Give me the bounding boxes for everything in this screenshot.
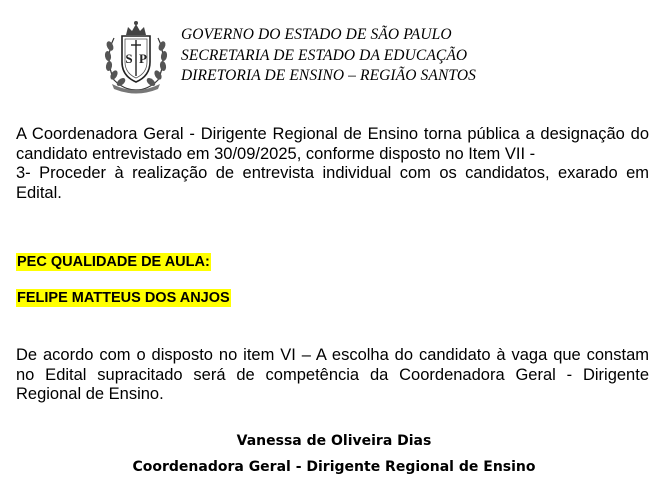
designation-paragraph: [16, 125, 649, 203]
letterhead-line-government: GOVERNO DO ESTADO DE SÃO PAULO: [181, 26, 452, 43]
letterhead-line-directorate: DIRETORIA DE ENSINO – REGIÃO SANTOS: [181, 67, 476, 84]
letterhead-line-secretariat: SECRETARIA DE ESTADO DA EDUCAÇÃO: [181, 46, 468, 64]
choice-paragraph: De acordo com o disposto no item VI – A escolha do candidato à vaga que constam no Edital supracitado será de competência da Coordenadora Geral - Dirigente Regional de Ensino.: [16, 346, 649, 403]
program-label: PEC QUALIDADE DE AULA:: [17, 254, 210, 270]
letterhead: [181, 25, 476, 87]
designation-text-item: 3- Proceder à realização de entrevista individual com os candidatos, exarado em Edital.: [16, 164, 649, 202]
designation-text: A Coordenadora Geral - Dirigente Regional de Ensino torna pública a designação do candidato entrevistado em 30/09/2025, conforme disposto no Item VII -: [16, 125, 649, 163]
candidate-name: FELIPE MATTEUS DOS ANJOS: [17, 290, 230, 306]
svg-text:P: P: [139, 51, 147, 66]
signatory-name: Vanessa de Oliveira Dias: [236, 433, 432, 449]
sao-paulo-coat-of-arms-icon: [100, 18, 172, 94]
svg-text:S: S: [125, 51, 133, 66]
signatory-title: Coordenadora Geral - Dirigente Regional de Ensino: [132, 459, 536, 475]
